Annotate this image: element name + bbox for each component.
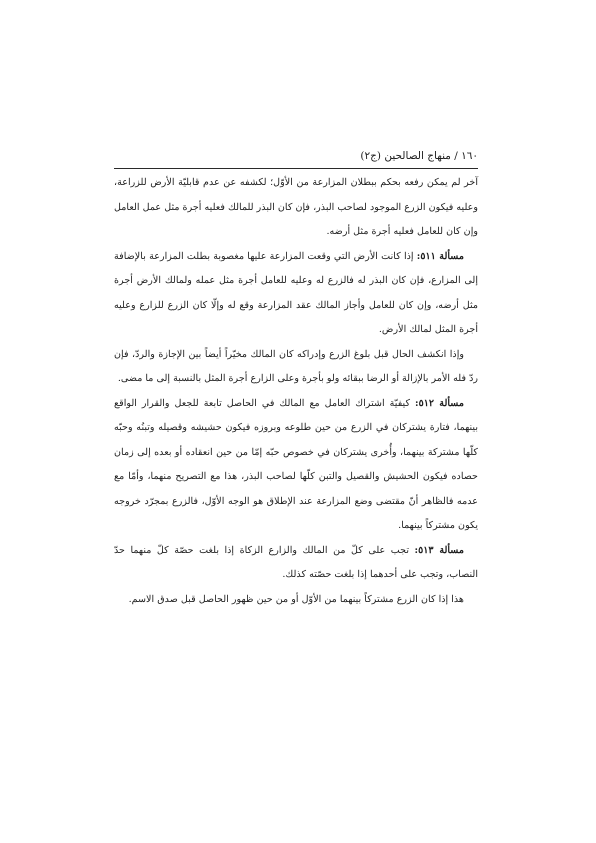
paragraph-text: آخر لم يمكن رفعه بحكم ببطلان المزارعة من الأوّل؛ لكشفه عن عدم قابليّة الأرض للزراعة، وعليه فيكون الزرع الموجود لصاحب البذر، فإن كان البذر للمالك فعليه أجرة مثل عمل العامل وإن كان للعامل فعليه أجرة مثل أرضه.: [114, 177, 478, 237]
book-page: [114, 146, 478, 612]
issue-label: مسألة ٥١١:: [416, 250, 464, 262]
issue-label: مسألة ٥١٣:: [414, 544, 465, 556]
paragraph-continuation: [114, 171, 478, 245]
issue-paragraph-511: [114, 245, 478, 343]
paragraph-text: هذا إذا كان الزرع مشتركاً بينهما من الأوّل أو من حين ظهور الحاصل قبل صدق الاسم.: [128, 593, 464, 605]
issue-paragraph-513: [114, 539, 478, 588]
paragraph-text: وإذا انكشف الحال قبل بلوغ الزرع وإدراكه كان المالك مخيّراً أيضاً بين الإجازة والردّ، فإن ردّ فله الأمر بالإزالة أو الرضا ببقائه ولو بأجرة وعلى الزارع أجرة المثل بالنسبة إلى ما مضى.: [114, 348, 478, 384]
header-rule: [114, 168, 478, 169]
paragraph: [114, 343, 478, 392]
issue-paragraph-512: [114, 392, 478, 539]
paragraph-text: تجب على كلّ من المالك والزارع الزكاة إذا بلغت حصّة كلّ منهما حدّ النصاب، وتجب على أحدهما إذا بلغت حصّته كذلك.: [114, 544, 478, 580]
paragraph: [114, 588, 478, 613]
paragraph-text: كيفيّة اشتراك العامل مع المالك في الحاصل تابعة للجعل والقرار الواقع بينهما، فتارة يشتركان في الزرع من حين طلوعه وبروزه فيكون حشيشه وقصيله وتبنُه وحبّه كلّها مشتركة بينهما، وأُخرى يشتركان في خصوص حبّه إمّا من حين انعقاده أو بعده إلى زمان حصاده فيكون الحشيش والقصيل والتبن كلّها لصاحب البذر، هذا مع التصريح منهما، وأمّا مع عدمه فالظاهر أنّ مقتضى وضع المزارعة عند الإطلاق هو الوجه الأوّل، فالزرع بمجرّد خروجه يكون مشتركاً بينهما.: [114, 397, 478, 531]
body-text: [114, 171, 478, 612]
paragraph-text: إذا كانت الأرض التي وقعت المزارعة عليها مغصوبة بطلت المزارعة بالإضافة إلى المزارع، فإن كان البذر له فالزرع له وعليه للعامل أجرة مثل عمله ولمالك الأرض أجرة مثل أرضه، وإن كان للعامل وأجاز المالك عقد المزارعة وقع له وإلّا كان الزرع للزارع وعليه أجرة المثل لمالك الأرض.: [114, 250, 478, 335]
running-header: ١٦٠ / منهاج الصالحين (ج٢): [360, 150, 478, 162]
issue-label: مسألة ٥١٢:: [415, 397, 464, 409]
